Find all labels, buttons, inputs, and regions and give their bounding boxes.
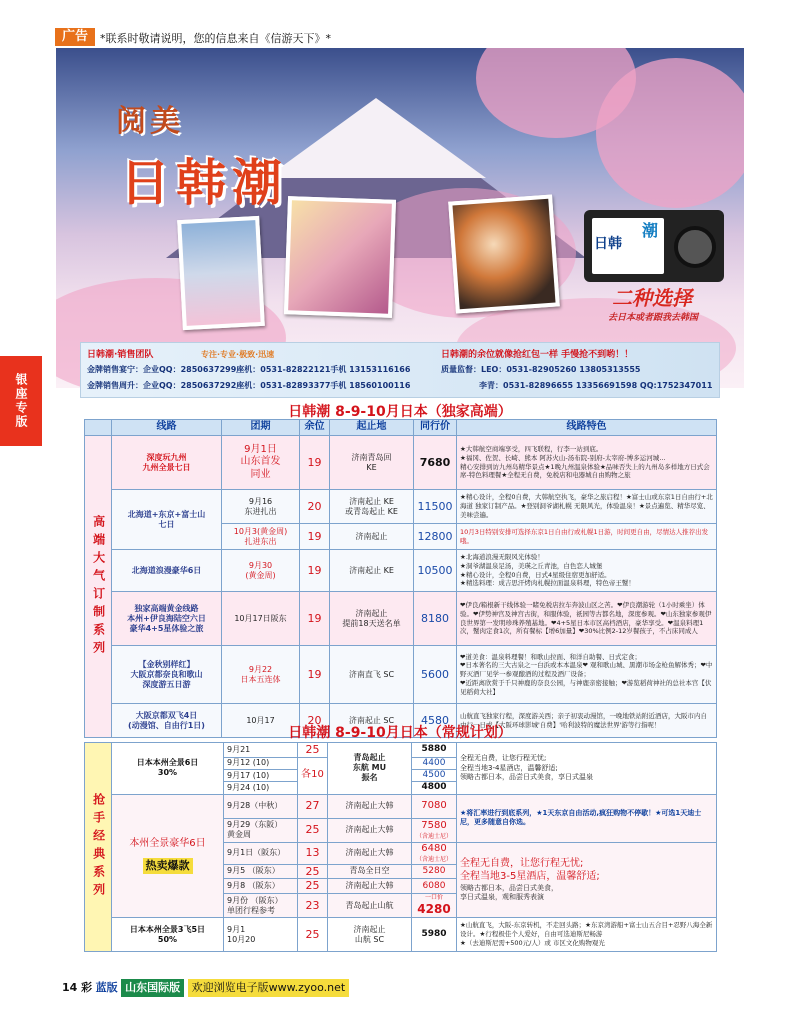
date-cell: 9月21 — [224, 743, 298, 758]
section-label: 山东国际版 — [121, 979, 184, 997]
date-cell: 9月28（中秋） — [224, 794, 298, 818]
seats-cell: 19 — [300, 550, 330, 592]
date-cell: 9月12 (10) — [224, 757, 298, 769]
date-cell: 9月30 (黄金周) — [222, 550, 300, 592]
place-cell: 青岛起止 东航 MU 振名 — [328, 743, 412, 795]
table-row — [85, 550, 717, 592]
route-cell: 北海道+东京+富士山 七日 — [112, 490, 222, 550]
place-cell: 济南起止大韩 — [328, 794, 412, 818]
price-value: 4280 — [417, 901, 451, 916]
place-cell: 济南起止 KE — [330, 550, 414, 592]
date-cell: 9月1日（阪东） — [224, 842, 298, 864]
price-cell — [412, 818, 457, 842]
seats-cell: 19 — [300, 524, 330, 550]
route-cell: 日本本州全景3飞5日 50% — [112, 918, 224, 952]
features-cell — [457, 842, 717, 918]
price-cell: 4400 — [412, 757, 457, 769]
seats-cell: 25 — [298, 918, 328, 952]
features-cell: ★山航直飞，大阪-东京转机，不走回头路；★东京湾游船+富士山五合目+忍野八海全新设计。★行程极佳个人爱好，自由可选迪斯尼畅游 ★（去迪斯尼需+500元/人）或 市区文化购物观光 — [457, 918, 717, 952]
price-note: 一口价 — [424, 894, 443, 902]
table-row — [85, 436, 717, 490]
feature-line: 全程无自费，让您行程无忧; — [460, 857, 584, 869]
seats-cell: 23 — [298, 894, 328, 918]
price-cell: 5280 — [412, 864, 457, 879]
feature-line: 领略古都日本，品尝日式美食，享日式温泉 — [460, 772, 593, 781]
snow-cap — [266, 98, 486, 178]
price-cell: 8180 — [414, 592, 457, 646]
price-cell — [412, 894, 457, 918]
header-price: 同行价 — [414, 420, 457, 436]
route-cell: 大阪京都双飞4日 (动漫馆、自由行1日) — [112, 704, 222, 738]
sales-team-tagline: 专注·专业·极致·迅速 — [201, 350, 275, 359]
date-cell: 9月24 (10) — [224, 782, 298, 794]
place-cell: 济南直飞 SC — [330, 646, 414, 704]
price-cell: 4800 — [412, 782, 457, 794]
price-cell: 4500 — [412, 770, 457, 782]
sales-contact-2: 金牌销售周升：企业QQ：2850637292座机：0531-82893377手机 18560100116 — [87, 381, 411, 390]
seats-cell: 19 — [300, 646, 330, 704]
price-cell — [412, 842, 457, 864]
header-date: 团期 — [222, 420, 300, 436]
contact-band — [80, 342, 720, 398]
seats-cell: 20 — [300, 490, 330, 524]
seats-cell: 19 — [300, 592, 330, 646]
page-footer — [62, 979, 362, 997]
sales-team-title: 日韩潮·销售团队 — [87, 350, 154, 360]
page-number: 14 彩 — [62, 981, 93, 994]
website-link[interactable]: 欢迎浏览电子版www.zyoo.net — [188, 979, 350, 997]
features-cell: ❤道美食：温泉料理餐！和歌山拉面、和洋自助餐、日式定食； ❤日本著名的三大古泉之一白浜或本本温泉❤ 观和歌山城、黑潮市场金枪鱼解体秀；❤中野灭酒厂见学一参观酿酒的过程及酒厂设备； ❤近距离欣赏于千只神鹿的奈良公园，与神鹿亲密接触；❤游览稻荷神社的总社本宫【伏见稻荷大社】 — [457, 646, 717, 704]
seats-cell: 25 — [298, 879, 328, 894]
table-row — [85, 646, 717, 704]
place-cell: 济南起止 SC — [330, 704, 414, 738]
features-cell: ❤伊良/箱根新干线体验一睹免税店拉车奔波山区之苦。❤伊良潮游轮（1小时乘坐）体验。❤伊势神宫及神宫古街，和服体验，祇园等古都名地，深度参观。❤山东独家参观伊良世界第一发明珍珠养殖基地。❤4+5星日本市区高档酒店，豪华享受。❤温泉料理1次，蟹肉定食1次，所有餐标【增6加量】❤30%比例2-12岁餐孩子，不占床同成人 — [457, 592, 717, 646]
ad-notice: *联系时敬请说明，您的信息来自《信游天下》* — [100, 32, 331, 45]
slogan: 日韩潮的余位就像抢红包一样 手慢抢不到哟！！ — [441, 350, 634, 360]
section2-table — [84, 742, 717, 952]
section1-series-label: 高端大气订制系列 — [85, 436, 112, 738]
route-name: 本州全景豪华6日 — [129, 837, 206, 849]
choice-headline: 二种选择 — [612, 286, 692, 310]
date-cell: 9月16 东进扎出 — [222, 490, 300, 524]
section2-title: 日韩潮 8-9-10月日本（常规计划） — [288, 725, 512, 741]
place-cell: 青岛全日空 — [328, 864, 412, 879]
price-note: （含迪士尼） — [415, 832, 452, 840]
table-row — [85, 490, 717, 524]
quality-contact-1: 质量监督：LEO：0531-82905260 13805313555 — [441, 365, 641, 374]
feature-line: 享日式温泉，观和服秀表演 — [460, 893, 544, 902]
price-cell: 12800 — [414, 524, 457, 550]
seats-cell: 27 — [298, 794, 328, 818]
route-cell — [112, 794, 224, 918]
table-row — [85, 794, 717, 818]
camera-brand-accent: 潮 — [642, 221, 659, 240]
features-cell — [457, 743, 717, 795]
camera-brand: 日韩 — [594, 236, 622, 252]
route-cell: 北海道浪漫豪华6日 — [112, 550, 222, 592]
place-cell: 济南起止 山航 SC — [328, 918, 412, 952]
features-cell: 10月3日特别安排可选择东京1日自由行或札幌1日游，时间更自由，尽情达人推荐出发哦。 — [457, 524, 717, 550]
section1-title: 日韩潮 8-9-10月日本（独家高端） — [288, 404, 512, 420]
place-cell: 济南起止大韩 — [328, 842, 412, 864]
blossom-cluster — [596, 58, 744, 208]
ad-tag: 广告 — [55, 28, 95, 46]
header-features: 线路特色 — [457, 420, 717, 436]
place-cell: 济南起止 — [330, 524, 414, 550]
seats-cell: 25 — [298, 818, 328, 842]
seats-cell: 25 — [298, 864, 328, 879]
sushi-photo — [448, 195, 560, 314]
date-cell: 9月22 日本五连体 — [222, 646, 300, 704]
date-cell: 9月5 （阪东） — [224, 864, 298, 879]
date-cell: 9月1日 山东首发 同业 — [222, 436, 300, 490]
features-cell: 山航直飞独家行程，深度游关西；亲子初衷动漫馆，一晚地铁站附近酒店，大阪市内自由行一日或【大阪环球影城'自费】'哈利波特的魔法世界'游等行指呢！ — [457, 704, 717, 738]
feature-line: 全程当地3-4星酒店，温馨舒适; — [460, 763, 558, 772]
seats-cell: 25 — [298, 743, 328, 758]
features-cell: ★精心设计，全程0自费，大韩航空执飞，豪华之旅启程！★富士山或东京1日自由行+北海道 独家订制产品。★登别洞爷湖札幌 无限风光，体验温泉！★景点遍览、精华尽览、美味尝遍。 — [457, 490, 717, 524]
header-route: 线路 — [112, 420, 222, 436]
date-cell: 10月3(黄金周) 扎进东出 — [222, 524, 300, 550]
place-cell: 青岛起止山航 — [328, 894, 412, 918]
feature-line: 全程无自费，让您行程无忧; — [460, 754, 547, 763]
date-cell: 9月17 (10) — [224, 770, 298, 782]
feature-line: 全程当地3-5星酒店，温馨舒适; — [460, 871, 600, 883]
date-cell: 10月17日阪东 — [222, 592, 300, 646]
price-cell: 10500 — [414, 550, 457, 592]
price-value: 7580 — [421, 820, 447, 831]
price-cell: 5980 — [412, 918, 457, 952]
side-tab: 银座专版 — [0, 356, 42, 446]
price-cell: 6080 — [412, 879, 457, 894]
table-row — [85, 743, 717, 758]
hot-badge: 热卖爆款 — [143, 858, 193, 874]
place-cell: 济南起止大韩 — [328, 879, 412, 894]
seats-cell: 19 — [300, 436, 330, 490]
features-cell: ★北海道浪漫无限风光体验！ ★洞爷湖温泉足汤，美瑛之丘青池，白色恋人城堡 ★精心设计，全程0自费，日式4星级住宿更加舒适。 ★精选料理：成吉思汗烤肉札幌拉面温泉料理，特色帝王蟹！ — [457, 550, 717, 592]
seats-cell: 各10 — [298, 757, 328, 794]
edition-label: 蓝版 — [95, 981, 118, 994]
price-cell: 7080 — [412, 794, 457, 818]
place-cell: 济南起止 提前18天送名单 — [330, 592, 414, 646]
camera-lens — [674, 226, 716, 268]
route-cell: 【金秋别样红】 大阪京都奈良和歌山 深度游五日游 — [112, 646, 222, 704]
route-cell: 独家高端黄金线路 本州+伊良海陆空六日 豪华4+5星体验之旅 — [112, 592, 222, 646]
price-cell: 5600 — [414, 646, 457, 704]
price-value: 6480 — [421, 843, 447, 854]
route-cell: 深度玩九州 九州全景七日 — [112, 436, 222, 490]
banner — [56, 48, 744, 388]
header-seats: 余位 — [300, 420, 330, 436]
banner-title-large: 日韩潮 — [120, 153, 288, 212]
place-cell: 济南青岛回 KE — [330, 436, 414, 490]
route-cell: 日本本州全景6日 30% — [112, 743, 224, 795]
date-cell: 10月17 — [222, 704, 300, 738]
features-cell: ★大韩航空商端享受，四飞联程，行李一站到底。 ★福冈、佐贺、长崎、熊本 阿苏火山-汤布院-别府-太宰府-博多运河城… 精心安排到访九州岛精华景点★1晚九州温泉体验★品味否失上的九州岛多样地方日式会席-特色料理餐★全程无自费，免税店和电器城自由购物之旅 — [457, 436, 717, 490]
place-cell: 济南起止 KE 或青岛起止 KE — [330, 490, 414, 524]
banner-title-small: 阅美 — [116, 104, 184, 139]
price-cell: 4580 — [414, 704, 457, 738]
price-cell: 11500 — [414, 490, 457, 524]
features-cell: ★将汇率进行到底系列，★1天东京自由活动,疯狂购物不停歇！★可选1天迪士尼，更多随意自你选。 — [457, 794, 717, 842]
pagoda-photo — [177, 216, 265, 330]
table-row — [85, 592, 717, 646]
seats-cell: 13 — [298, 842, 328, 864]
section1-table — [84, 419, 717, 738]
header-place: 起止地 — [330, 420, 414, 436]
table-row — [85, 918, 717, 952]
price-cell: 7680 — [414, 436, 457, 490]
geisha-photo — [284, 196, 396, 318]
price-note: （含迪士尼） — [415, 855, 452, 863]
date-cell: 9月1 10月20 — [224, 918, 298, 952]
date-cell: 9月8 （阪东） — [224, 879, 298, 894]
price-cell: 5880 — [412, 743, 457, 758]
feature-line: 领略古都日本，品尝日式美食， — [460, 883, 558, 892]
choice-subtitle: 去日本或者跟我去韩国 — [608, 313, 699, 323]
date-cell: 9月份 （阪东） 单团行程参考 — [224, 894, 298, 918]
section2-series-label: 抢手经典系列 — [85, 743, 112, 952]
quality-contact-2: 李青：0531-82896655 13356691598 QQ:1752347011 — [479, 381, 713, 390]
sales-contact-1: 金牌销售宴宁：企业QQ：2850637299座机：0531-82822121手机 13153116166 — [87, 365, 411, 374]
header-blank — [85, 420, 112, 436]
date-cell: 9月29（东阪） 黄金周 — [224, 818, 298, 842]
seats-cell: 20 — [300, 704, 330, 738]
place-cell: 济南起止大韩 — [328, 818, 412, 842]
